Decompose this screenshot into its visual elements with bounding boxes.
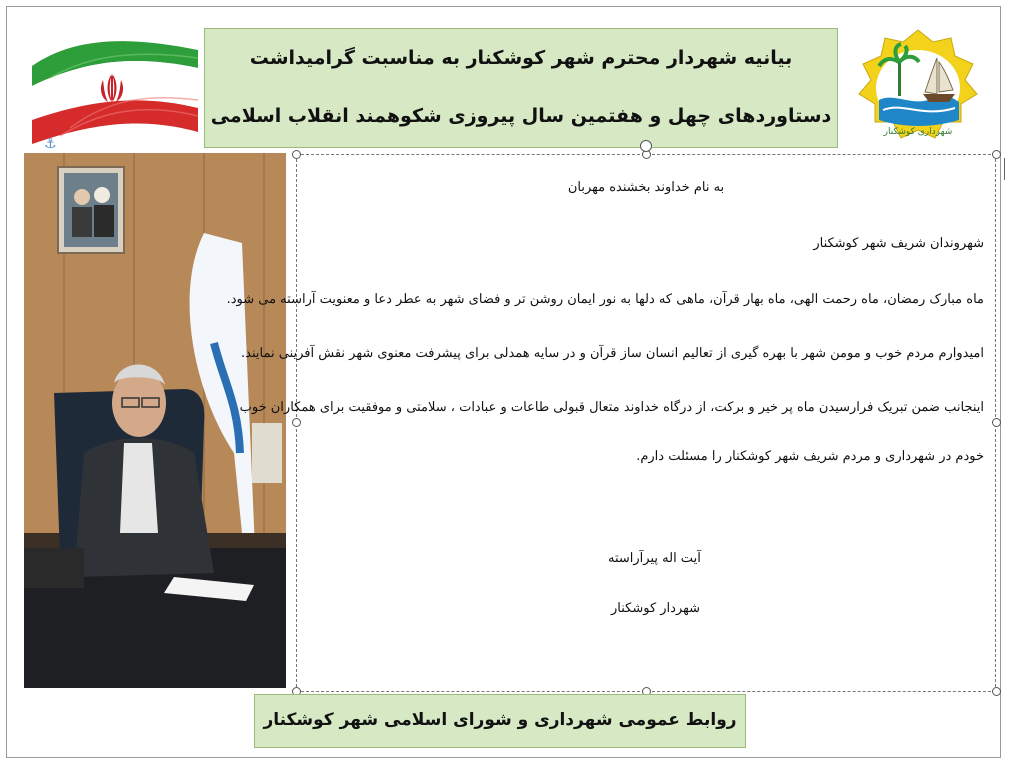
resize-handle-bottom-right[interactable]: [992, 687, 1001, 696]
footer-box: [254, 694, 746, 748]
signature-name: آیت اله پیرآراسته: [608, 551, 701, 566]
title-box: [204, 28, 838, 148]
paragraph-3-line-2: خودم در شهرداری و مردم شریف شهر کوشکنار را مسئلت دارم.: [636, 449, 984, 464]
title-line-1: بیانیه شهردار محترم شهر کوشکنار به مناسبت گرامیداشت: [249, 47, 793, 69]
resize-handle-left[interactable]: [292, 418, 301, 427]
salutation: شهروندان شریف شهر کوشکنار: [813, 236, 984, 251]
title-line-2: دستاوردهای چهل و هفتمین سال پیروزی شکوهمند انقلاب اسلامی: [210, 105, 832, 127]
resize-handle-right[interactable]: [992, 418, 1001, 427]
signature-title: شهردار کوشکنار: [611, 601, 701, 616]
footer-text: روابط عمومی شهرداری و شورای اسلامی شهر کوشکنار: [263, 710, 737, 730]
municipality-logo: [843, 28, 993, 146]
paragraph-2: امیدوارم مردم خوب و مومن شهر با بهره گیری از تعالیم انسان ساز قرآن و در سایه همدلی برای پیشرفت معنوی شهر نقش آفرینی نمایند.: [241, 346, 984, 361]
basmala: به نام خداوند بخشنده مهربان: [567, 180, 725, 195]
logo-caption: شهرداری کوشکنار: [883, 127, 953, 137]
rotate-handle[interactable]: [640, 140, 652, 152]
side-marker: [1004, 158, 1011, 180]
paragraph-1: ماه مبارک رمضان، ماه رحمت الهی، ماه بهار قرآن، ماهی که دلها به نور ایمان روشن تر و فضای شهر به عطر دعا و معنویت آراسته می شود.: [226, 292, 984, 307]
iran-flag-emblem-icon: [30, 28, 200, 146]
resize-handle-top-left[interactable]: [292, 150, 301, 159]
mayor-photo: [24, 153, 286, 688]
anchor-icon[interactable]: ⚓: [44, 136, 57, 152]
resize-handle-top-right[interactable]: [992, 150, 1001, 159]
paragraph-3-line-1: اینجانب ضمن تبریک فرارسیدن ماه پر خیر و برکت، از درگاه خداوند متعال قبولی طاعات و عبادات ، سلامتی و موفقیت برای همکاران خوب: [239, 400, 984, 415]
